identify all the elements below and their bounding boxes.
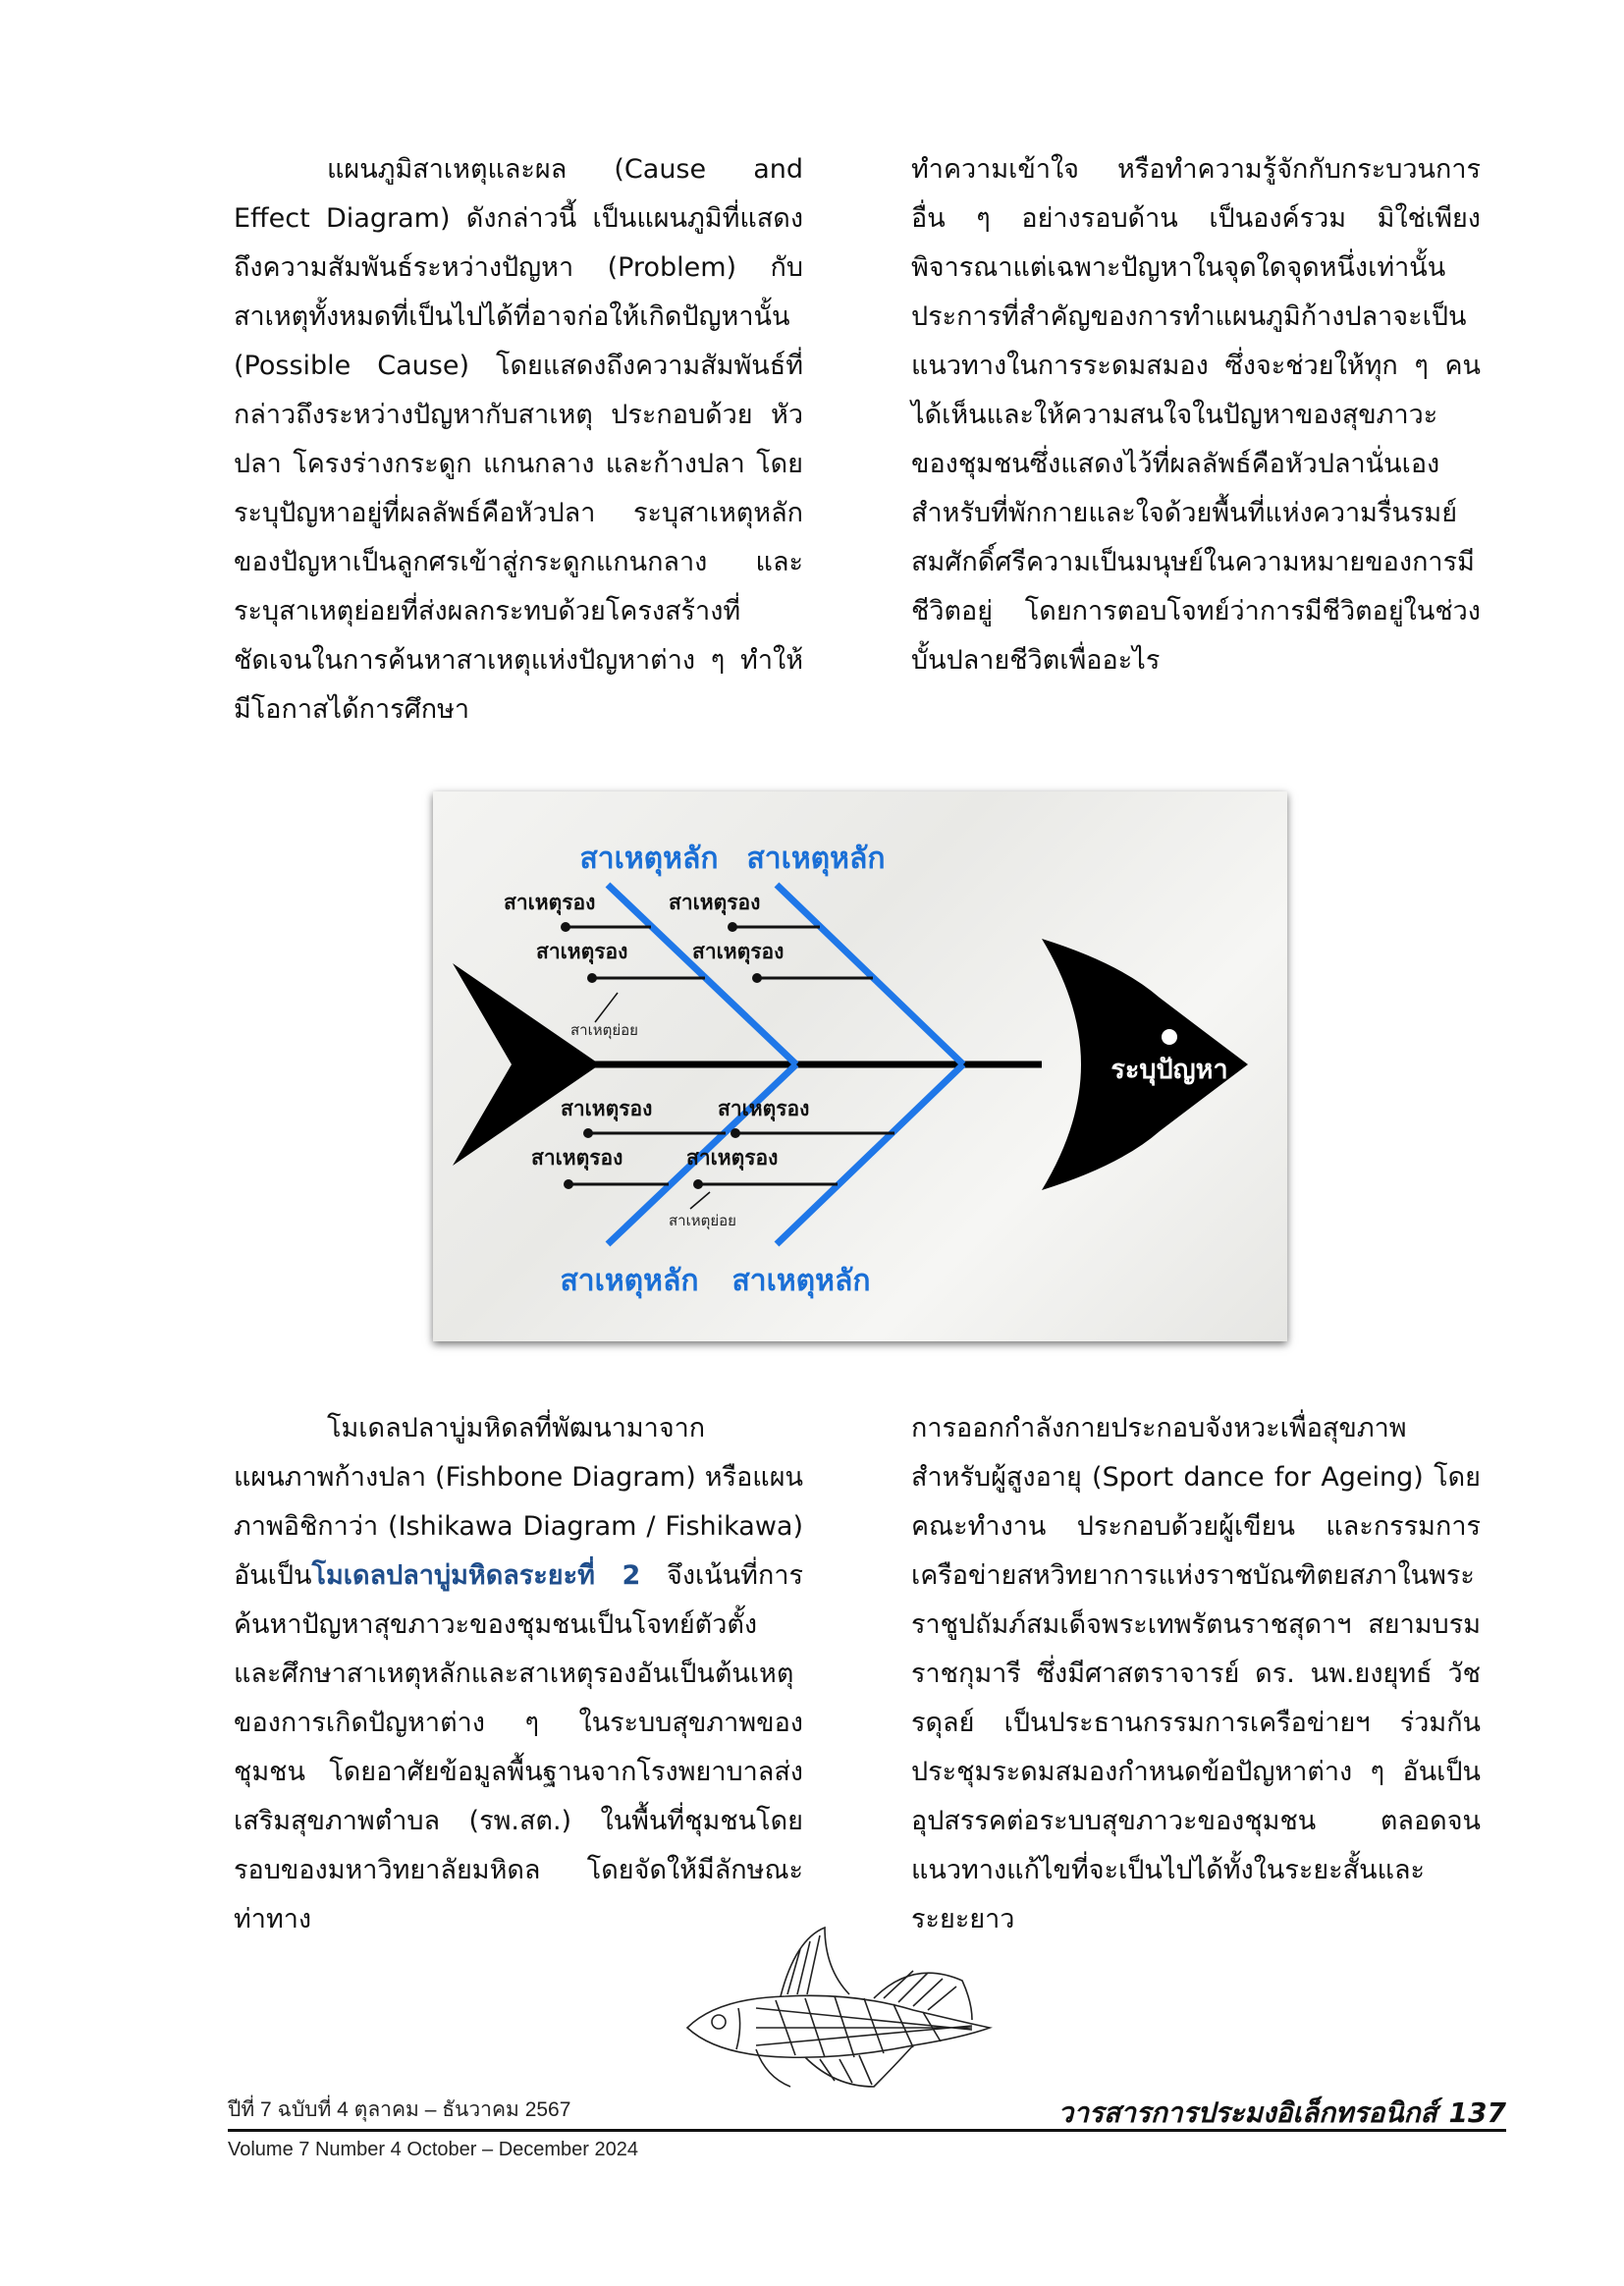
main-bone: [777, 1064, 963, 1244]
goby-fish-illustration: [677, 1920, 1001, 2096]
issue-info-thai: ปีที่ 7 ฉบับที่ 4 ตุลาคม – ธันวาคม 2567: [228, 2098, 571, 2121]
body-column-top-right: [911, 145, 1481, 685]
fish-tail: [453, 963, 600, 1166]
main-cause-label: สาเหตุหลัก: [579, 842, 719, 876]
body-column-bottom-left: [234, 1404, 803, 1944]
minor-cause-label: สาเหตุย่อย: [570, 1021, 638, 1039]
paragraph: ทำความเข้าใจ หรือทำความรู้จักกับกระบวนการอื่น ๆ อย่างรอบด้าน เป็นองค์รวม มิใช่เพียงพิจารณาแต่เฉพาะปัญหาในจุดใดจุดหนึ่งเท่านั้น ประการที่สำคัญของการทำแผนภูมิก้างปลาจะเป็นแนวทางในการระดมสมอง ซึ่งจะช่วยให้ทุก ๆ คนได้เห็นและให้ความสนใจในปัญหาของสุขภาวะของชุมชนซึ่งแสดงไว้ที่ผลลัพธ์คือหัวปลานั่นเอง สำหรับที่พักกายและใจด้วยพื้นที่แห่งความรื่นรมย์ สมศักดิ์ศรีความเป็นมนุษย์ในความหมายของการมีชีวิตอยู่ โดยการตอบโจทย์ว่าการมีชีวิตอยู่ในช่วงบั้นปลายชีวิตเพื่ออะไร: [911, 154, 1481, 676]
issue-info-english: Volume 7 Number 4 October – December 2024: [228, 2139, 638, 2160]
main-cause-label: สาเหตุหลัก: [746, 842, 886, 876]
paragraph: แผนภูมิสาเหตุและผล (Cause and Effect Diagram) ดังกล่าวนี้ เป็นแผนภูมิที่แสดงถึงความสัมพันธ์ระหว่างปัญหา (Problem) กับสาเหตุทั้งหมดที่เป็นไปได้ที่อาจก่อให้เกิดปัญหานั้น (Possible Cause) โดยแสดงถึงความสัมพันธ์ที่กล่าวถึงระหว่างปัญหากับสาเหตุ ประกอบด้วย หัวปลา โครงร่างกระดูก แกนกลาง และก้างปลา โดยระบุปัญหาอยู่ที่ผลลัพธ์คือหัวปลา ระบุสาเหตุหลักของปัญหาเป็นลูกศรเข้าสู่กระดูกแกนกลาง และระบุสาเหตุย่อยที่ส่งผลกระทบด้วยโครงสร้างที่ชัดเจนในการค้นหาสาเหตุแห่งปัญหาต่าง ๆ ทำให้มีโอกาสได้การศึกษา: [234, 154, 803, 725]
minor-cause-label: สาเหตุย่อย: [669, 1212, 736, 1229]
body-column-top-left: [234, 145, 803, 735]
head-label: ระบุปัญหา: [1110, 1055, 1228, 1085]
body-column-bottom-right: [911, 1404, 1481, 1944]
journal-name-text: วารสารการประมงอิเล็กทรอนิกส์: [1057, 2096, 1437, 2129]
pointer-line: [595, 993, 618, 1022]
secondary-cause-label: สาเหตุรอง: [531, 1146, 623, 1170]
paragraph-text: โมเดลปลาบู่มหิดลที่พัฒนามาจากแผนภาพก้างปลา (Fishbone Diagram) หรือแผนภาพอิชิกาว่า (Ishikawa Diagram / Fishikawa) อันเป็น: [234, 1413, 803, 1591]
fishbone-diagram-figure: [433, 791, 1287, 1341]
pointer-line: [690, 1192, 710, 1209]
journal-title: [1058, 2092, 1506, 2135]
secondary-cause-label: สาเหตุรอง: [561, 1097, 653, 1120]
paragraph: [234, 1404, 803, 1944]
secondary-cause-label: สาเหตุรอง: [669, 891, 761, 914]
highlight-model-name: โมเดลปลาบู่มหิดลระยะที่ 2: [311, 1560, 641, 1591]
page-number: 137: [1448, 2096, 1506, 2129]
secondary-cause-label: สาเหตุรอง: [504, 891, 596, 914]
secondary-cause-label: สาเหตุรอง: [536, 940, 628, 963]
paragraph-text: จึงเน้นที่การค้นหาปัญหาสุขภาวะของชุมชนเป็นโจทย์ตัวตั้ง และศึกษาสาเหตุหลักและสาเหตุรองอันเป็นต้นเหตุของการเกิดปัญหาต่าง ๆ ในระบบสุขภาพของชุมชน โดยอาศัยข้อมูลพื้นฐานจากโรงพยาบาลส่งเสริมสุขภาพตำบล (รพ.สต.) ในพื้นที่ชุมชนโดยรอบของมหาวิทยาลัยมหิดล โดยจัดให้มีลักษณะท่าทาง: [234, 1560, 803, 1934]
fishbone-diagram: [433, 791, 1287, 1341]
main-bone: [777, 885, 963, 1064]
paragraph: การออกกำลังกายประกอบจังหวะเพื่อสุขภาพสำหรับผู้สูงอายุ (Sport dance for Ageing) โดยคณะทำงาน ประกอบด้วยผู้เขียน และกรรมการเครือข่ายสหวิทยาการแห่งราชบัณฑิตยสภาในพระราชูปถัมภ์สมเด็จพระเทพรัตนราชสุดาฯ สยามบรมราชกุมารี ซึ่งมีศาสตราจารย์ ดร. นพ.ยงยุทธ์ วัชรดุลย์ เป็นประธานกรรมการเครือข่ายฯ ร่วมกันประชุมระดมสมองกำหนดข้อปัญหาต่าง ๆ อันเป็นอุปสรรคต่อระบบสุขภาวะของชุมชน ตลอดจนแนวทางแก้ไขที่จะเป็นไปได้ทั้งในระยะสั้นและระยะยาว: [911, 1413, 1481, 1934]
main-cause-label: สาเหตุหลัก: [560, 1264, 699, 1298]
main-cause-label: สาเหตุหลัก: [731, 1264, 871, 1298]
secondary-cause-label: สาเหตุรอง: [718, 1097, 810, 1120]
secondary-cause-label: สาเหตุรอง: [692, 940, 785, 963]
fish-eye: [1162, 1029, 1177, 1045]
secondary-cause-label: สาเหตุรอง: [686, 1146, 779, 1170]
